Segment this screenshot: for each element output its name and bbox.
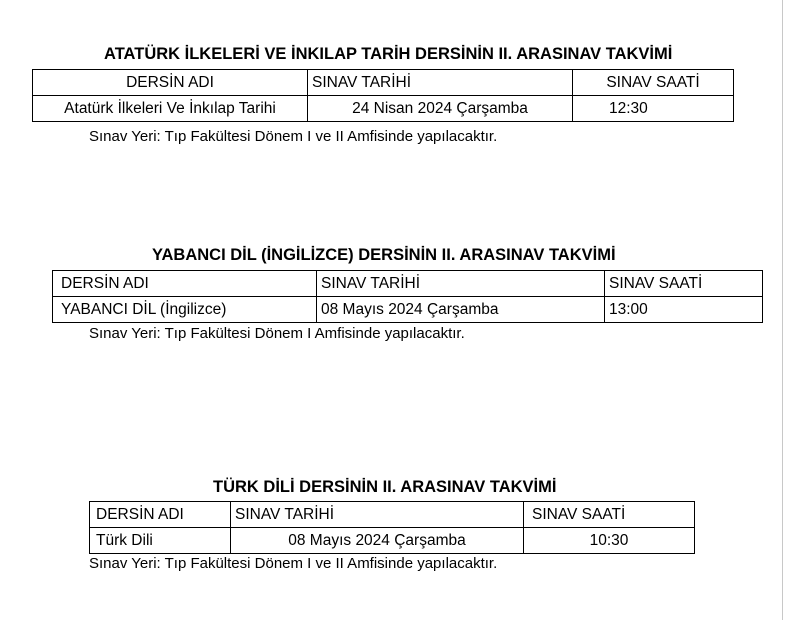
exam-location-note: Sınav Yeri: Tıp Fakültesi Dönem I Amfisinde yapılacaktır. — [89, 325, 465, 342]
schedule-table-ataturk — [32, 69, 734, 122]
table-row — [33, 96, 734, 122]
header-exam-time: SINAV SAATİ — [573, 70, 734, 96]
header-exam-date: SINAV TARİHİ — [231, 502, 524, 528]
exam-time-text: 12:30 — [609, 100, 648, 117]
header-exam-date: SINAV TARİHİ — [317, 271, 605, 297]
exam-date: 24 Nisan 2024 Çarşamba — [308, 96, 573, 122]
schedule-table-english — [52, 270, 763, 323]
table-header-row — [33, 70, 734, 96]
header-exam-date: SINAV TARİHİ — [308, 70, 573, 96]
table-row — [53, 297, 763, 323]
section-title-ataturk: ATATÜRK İLKELERİ VE İNKILAP TARİH DERSİNİN II. ARASINAV TAKVİMİ — [104, 45, 673, 63]
header-course-name: DERSİN ADI — [53, 271, 317, 297]
exam-time: 13:00 — [605, 297, 763, 323]
table-row — [90, 528, 695, 554]
exam-location-note: Sınav Yeri: Tıp Fakültesi Dönem I ve II Amfisinde yapılacaktır. — [89, 555, 498, 572]
exam-date: 08 Mayıs 2024 Çarşamba — [231, 528, 524, 554]
exam-time: 10:30 — [524, 528, 695, 554]
header-exam-time: SINAV SAATİ — [605, 271, 763, 297]
table-header-row — [53, 271, 763, 297]
header-course-name: DERSİN ADI — [90, 502, 231, 528]
course-name: Atatürk İlkeleri Ve İnkılap Tarihi — [33, 96, 308, 122]
table-header-row — [90, 502, 695, 528]
header-exam-time: SINAV SAATİ — [524, 502, 695, 528]
schedule-table-turkish — [89, 501, 695, 554]
course-name: Türk Dili — [90, 528, 231, 554]
course-name: YABANCI DİL (İngilizce) — [53, 297, 317, 323]
section-title-english: YABANCI DİL (İNGİLİZCE) DERSİNİN II. ARASINAV TAKVİMİ — [152, 246, 616, 264]
section-title-turkish: TÜRK DİLİ DERSİNİN II. ARASINAV TAKVİMİ — [213, 478, 557, 496]
exam-location-note: Sınav Yeri: Tıp Fakültesi Dönem I ve II Amfisinde yapılacaktır. — [89, 128, 498, 145]
exam-date: 08 Mayıs 2024 Çarşamba — [317, 297, 605, 323]
page-edge-line — [782, 0, 783, 620]
header-course-name: DERSİN ADI — [33, 70, 308, 96]
exam-time — [573, 96, 734, 122]
